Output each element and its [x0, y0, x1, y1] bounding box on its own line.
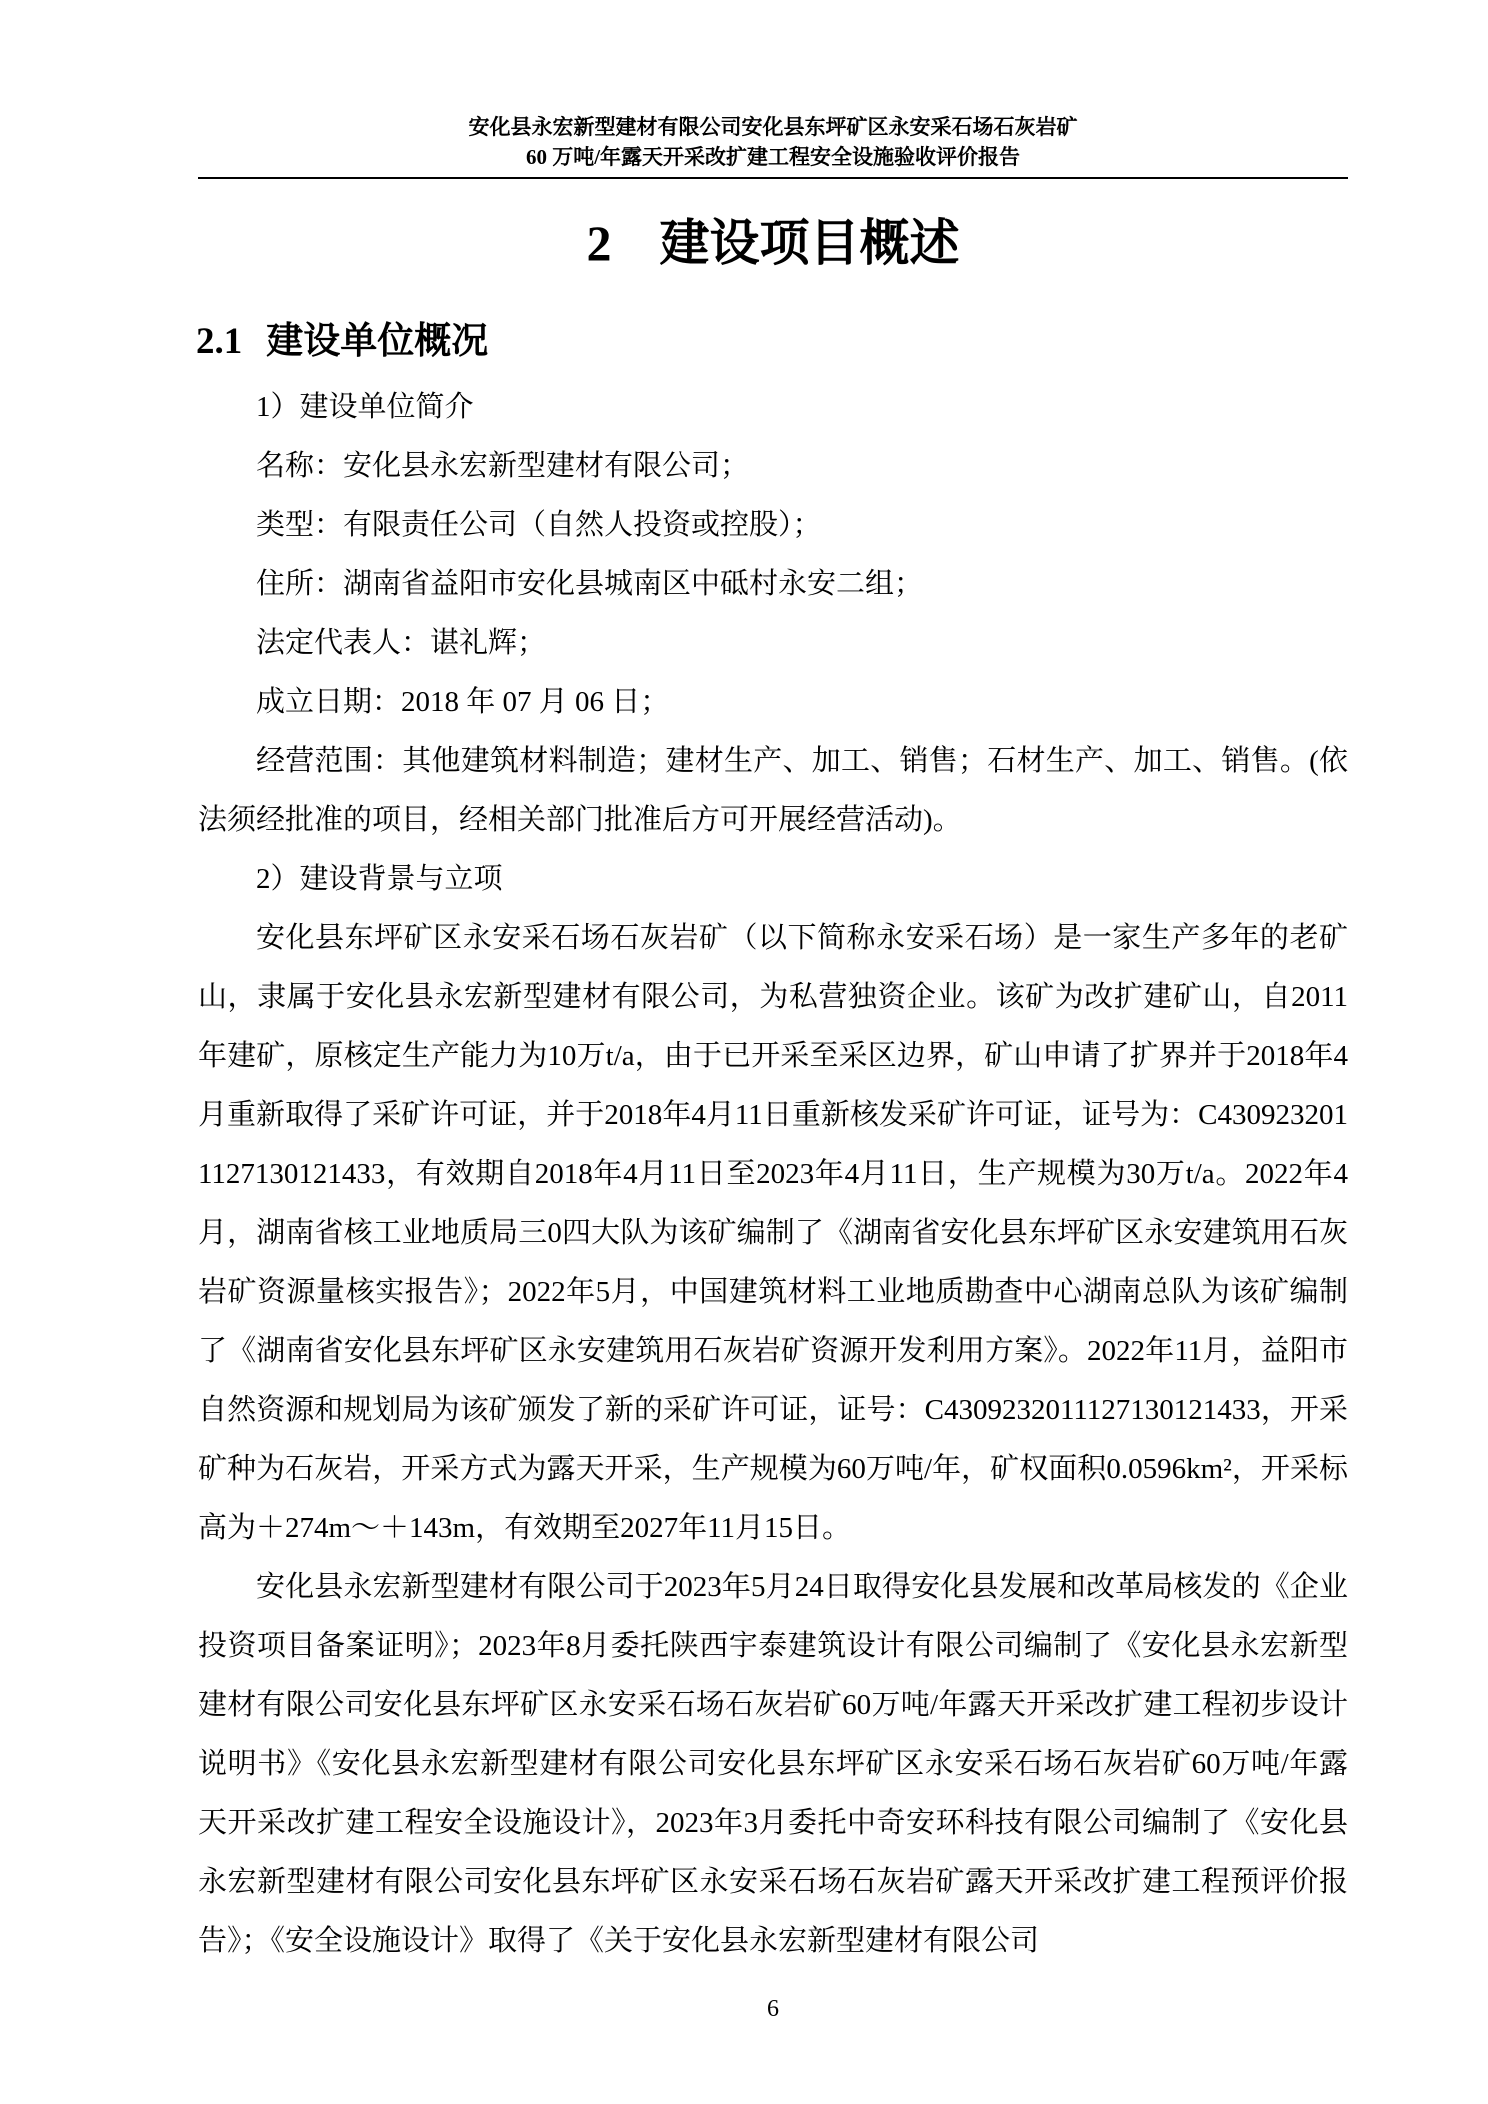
paragraph-mine-history: 安化县东坪矿区永安采石场石灰岩矿（以下简称永安采石场）是一家生产多年的老矿山，隶属于安化县永宏新型建材有限公司，为私营独资企业。该矿为改扩建矿山，自2011年建矿，原核定生产能力为10万t/a，由于已开采至采区边界，矿山申请了扩界并于2018年4月重新取得了采矿许可证，并于2018年4月11日重新核发采矿许可证，证号为：C4309232011127130121433，有效期自2018年4月11日至2023年4月11日，生产规模为30万t/a。2022年4月，湖南省核工业地质局三0四大队为该矿编制了《湖南省安化县东坪矿区永安建筑用石灰岩矿资源量核实报告》；2022年5月，中国建筑材料工业地质勘查中心湖南总队为该矿编制了《湖南省安化县东坪矿区永安建筑用石灰岩矿资源开发利用方案》。2022年11月，益阳市自然资源和规划局为该矿颁发了新的采矿许可证，证号：C4309232011127130121433，开采矿种为石灰岩，开采方式为露天开采，生产规模为60万吨/年，矿权面积0.0596km²，开采标高为＋274m～＋143m，有效期至2027年11月15日。: [198, 922, 1348, 1544]
header-line-1: 安化县永宏新型建材有限公司安化县东坪矿区永安采石场石灰岩矿: [468, 115, 1078, 139]
page-footer: [198, 1996, 1348, 2023]
paragraph-background-heading: 2）建设背景与立项: [256, 863, 503, 895]
chapter-title: [198, 203, 1348, 275]
chapter-number: 2: [586, 215, 612, 271]
paragraph-company-name: 名称：安化县永宏新型建材有限公司；: [256, 450, 750, 482]
section-heading-text: 建设单位概况: [266, 321, 489, 362]
paragraph-company-address: 住所：湖南省益阳市安化县城南区中砥村永安二组；: [256, 568, 924, 600]
paragraph-intro-heading: 1）建设单位简介: [256, 391, 474, 423]
page-number: 6: [767, 1996, 779, 2022]
paragraph-business-scope: 经营范围：其他建筑材料制造；建材生产、加工、销售；石材生产、加工、销售。(依法须经批准的项目，经相关部门批准后方可开展经营活动)。: [198, 745, 1348, 836]
chapter-title-text: 建设项目概述: [659, 215, 960, 271]
header-line-2: 60 万吨/年露天开采改扩建工程安全设施验收评价报告: [525, 145, 1021, 169]
paragraph-legal-representative: 法定代表人：谌礼辉；: [256, 627, 547, 659]
paragraph-project-approval: 安化县永宏新型建材有限公司于2023年5月24日取得安化县发展和改革局核发的《企业投资项目备案证明》；2023年8月委托陕西宇泰建筑设计有限公司编制了《安化县永宏新型建材有限公司安化县东坪矿区永安采石场石灰岩矿60万吨/年露天开采改扩建工程初步设计说明书》《安化县永宏新型建材有限公司安化县东坪矿区永安采石场石灰岩矿60万吨/年露天开采改扩建工程安全设施设计》，2023年3月委托中奇安环科技有限公司编制了《安化县永宏新型建材有限公司安化县东坪矿区永安采石场石灰岩矿露天开采改扩建工程预评价报告》；《安全设施设计》取得了《关于安化县永宏新型建材有限公司: [198, 1571, 1348, 1957]
section-number: 2.1: [196, 321, 243, 362]
paragraph-company-type: 类型：有限责任公司（自然人投资或控股）；: [256, 509, 822, 541]
document-body: [198, 378, 1348, 1971]
section-heading: [196, 310, 1346, 364]
page-header: [198, 112, 1348, 179]
paragraph-founding-date: 成立日期：2018 年 07 月 06 日；: [256, 686, 670, 718]
